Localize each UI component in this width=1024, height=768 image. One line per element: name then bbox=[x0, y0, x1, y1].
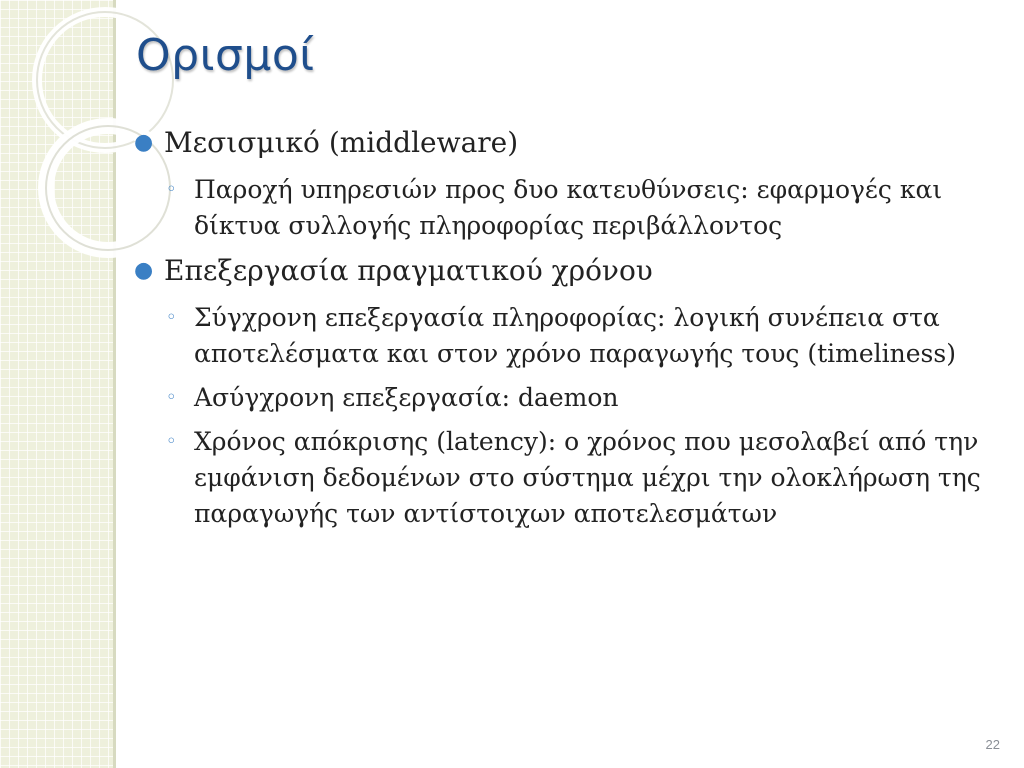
slide-content bbox=[128, 124, 998, 540]
filled-circle-icon: ● bbox=[134, 130, 154, 155]
sub-bullet-item bbox=[128, 424, 998, 532]
hollow-circle-icon: ◦ bbox=[166, 179, 177, 200]
slide-title: Ορισμοί bbox=[136, 30, 315, 81]
sub-bullet-text: Παροχή υπηρεσιών προς δυο κατευθύνσεις: εφαρμογές και δίκτυα συλλογής πληροφορίας περιβάλλοντος bbox=[194, 175, 943, 240]
bullet-item bbox=[128, 252, 998, 290]
bullet-text: Επεξεργασία πραγματικού χρόνου bbox=[164, 254, 653, 287]
sub-bullet-text: Ασύγχρονη επεξεργασία: daemon bbox=[194, 383, 619, 412]
hollow-circle-icon: ◦ bbox=[166, 431, 177, 452]
decorative-side-panel bbox=[0, 0, 113, 768]
sub-bullet-text: Σύγχρονη επεξεργασία πληροφορίας: λογική συνέπεια στα αποτελέσματα και στον χρόνο παραγωγής τους (timeliness) bbox=[194, 303, 956, 368]
sub-bullet-item bbox=[128, 380, 998, 416]
sub-bullet-text: Χρόνος απόκρισης (latency): ο χρόνος που μεσολαβεί από την εμφάνιση δεδομένων στο σύστημα μέχρι την ολοκλήρωση της παραγωγής των αντίστοιχων αποτελεσμάτων bbox=[194, 427, 981, 528]
bullet-text: Μεσισμικό (middleware) bbox=[164, 126, 519, 159]
hollow-circle-icon: ◦ bbox=[166, 387, 177, 408]
sub-bullet-item bbox=[128, 300, 998, 372]
filled-circle-icon: ● bbox=[134, 258, 154, 283]
side-panel-edge bbox=[113, 0, 116, 768]
hollow-circle-icon: ◦ bbox=[166, 307, 177, 328]
bullet-item bbox=[128, 124, 998, 162]
page-number: 22 bbox=[985, 737, 1000, 752]
sub-bullet-item bbox=[128, 172, 998, 244]
